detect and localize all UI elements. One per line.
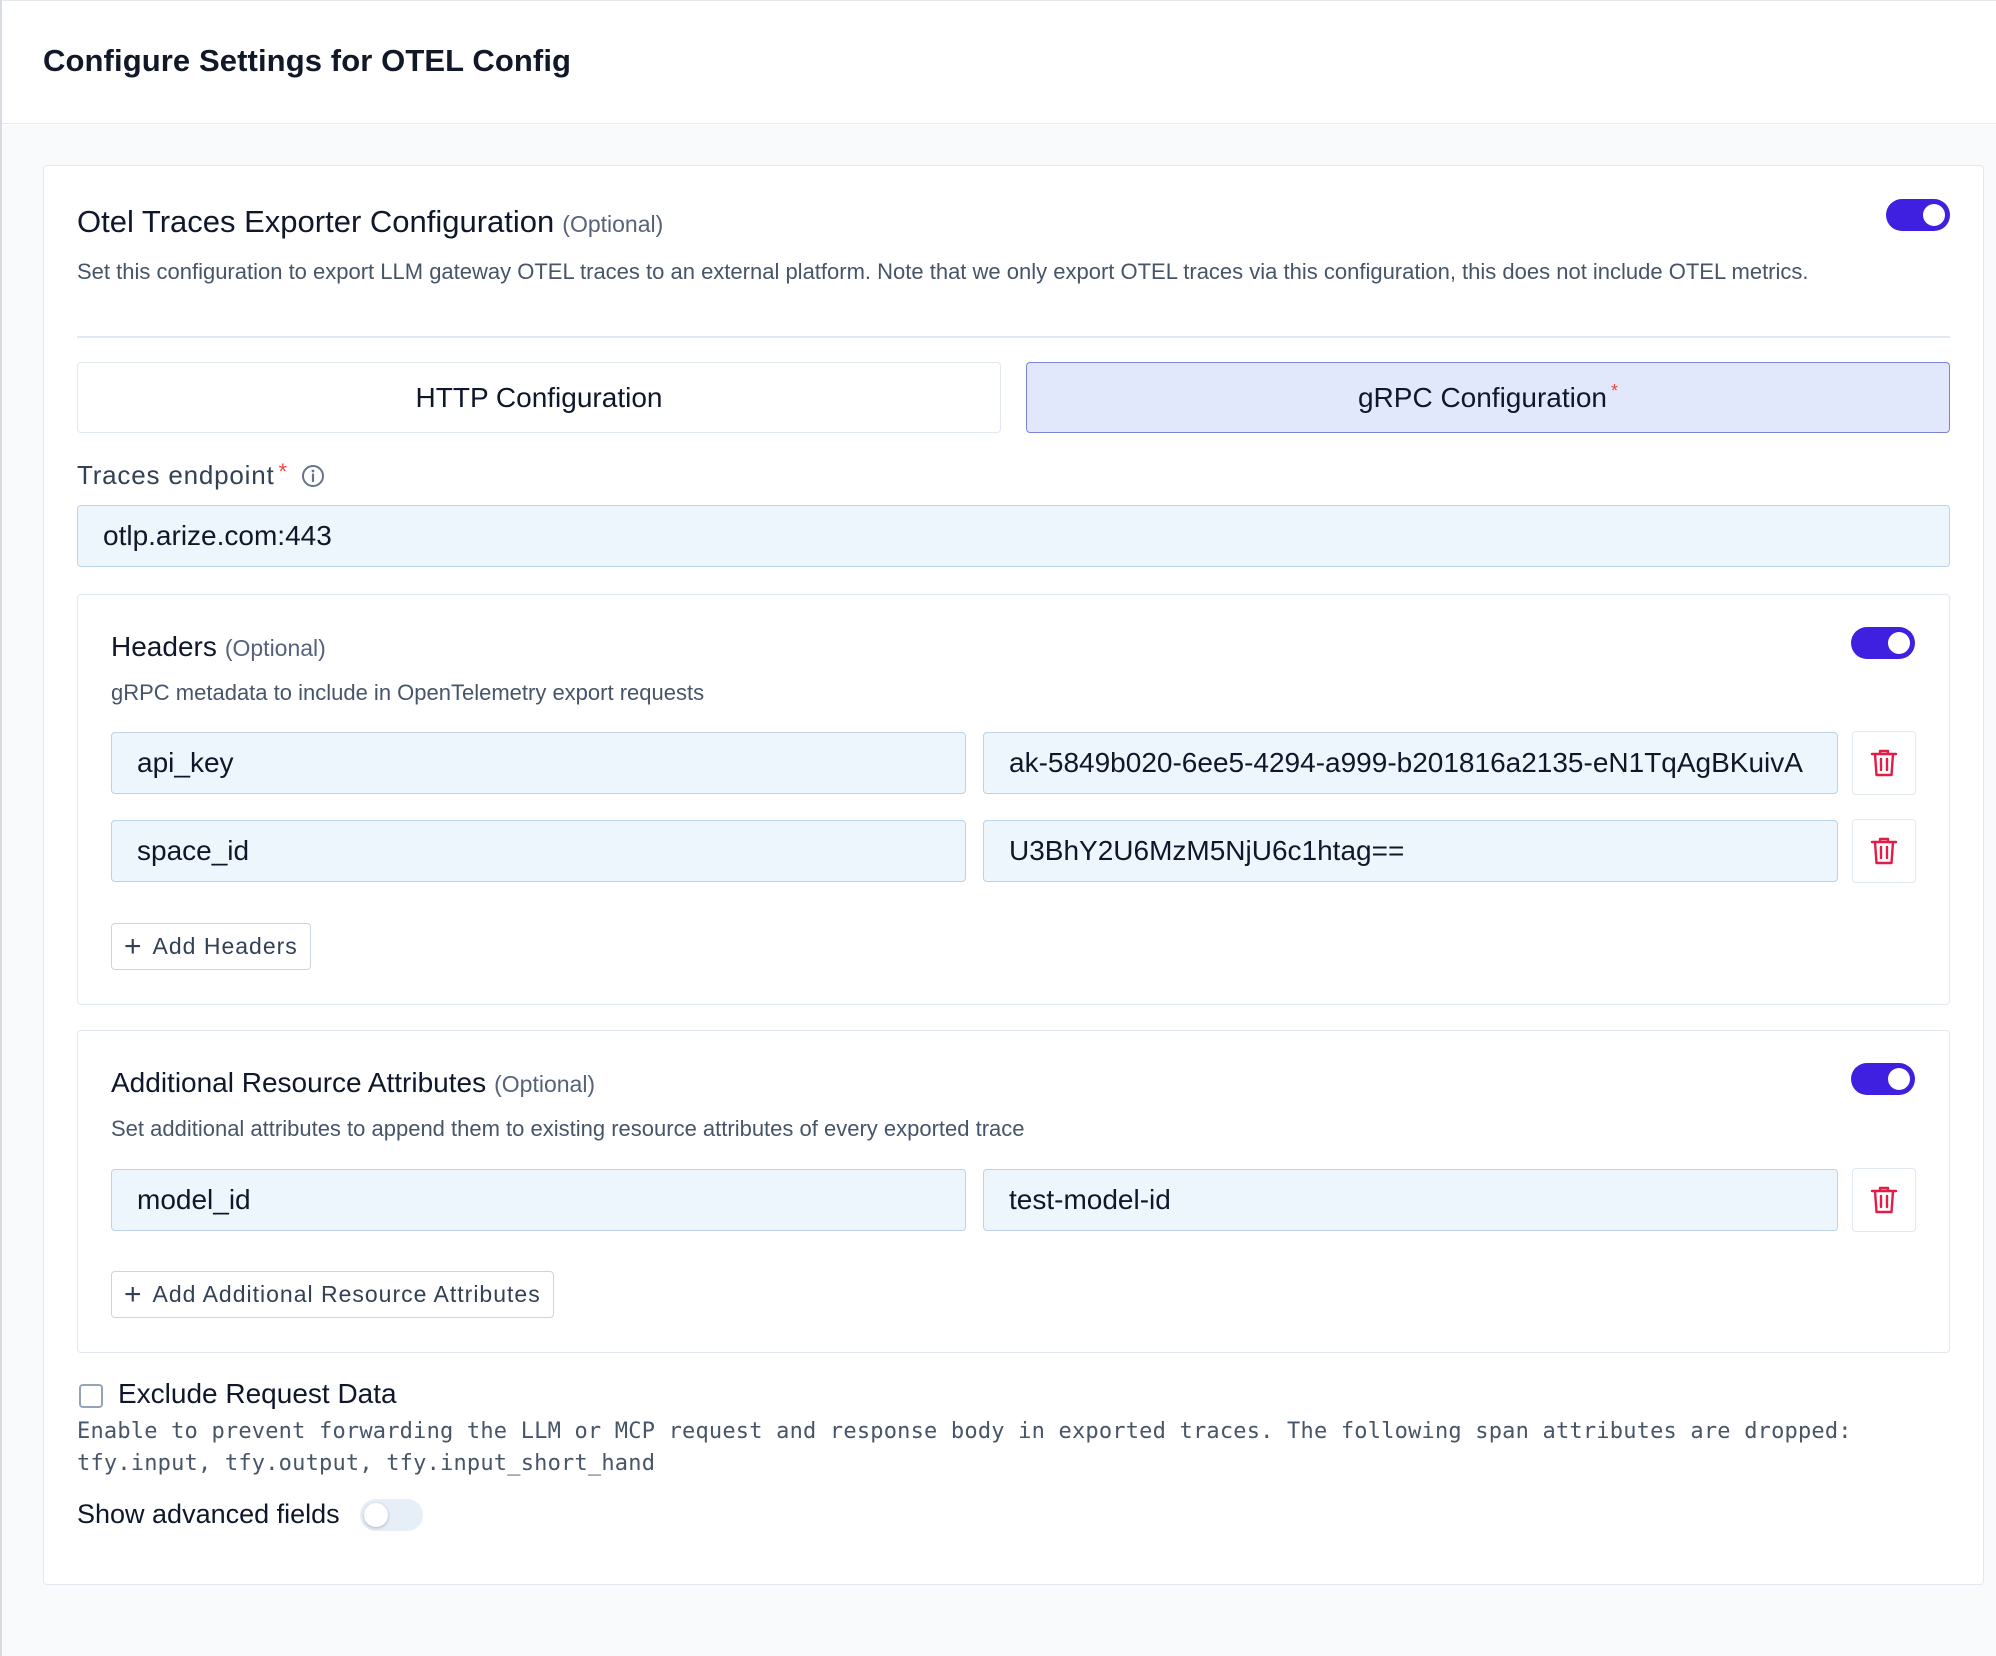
traces-exporter-title: Otel Traces Exporter Configuration: [77, 204, 555, 239]
attribute-key-input[interactable]: [111, 1169, 966, 1231]
toggle-knob: [1923, 204, 1945, 226]
otel-config-card: [43, 165, 1984, 1585]
add-headers-label: Add Headers: [152, 933, 298, 959]
endpoint-required-mark: *: [278, 458, 288, 484]
resource-attributes-optional: (Optional): [494, 1071, 596, 1097]
traces-exporter-optional: (Optional): [562, 211, 664, 237]
plus-icon: +: [124, 929, 143, 963]
section-divider: [77, 336, 1950, 338]
header-key-input[interactable]: [111, 732, 966, 794]
traces-exporter-description: Set this configuration to export LLM gateway OTEL traces to an external platform. Note that we only export OTEL traces via this configuration, this does not include OTEL metrics.: [77, 259, 1809, 284]
exclude-request-data-label: Exclude Request Data: [118, 1378, 397, 1409]
header-value-input[interactable]: [983, 732, 1838, 794]
headers-toggle[interactable]: [1851, 627, 1915, 659]
info-icon[interactable]: [301, 464, 325, 488]
tab-http-configuration[interactable]: [77, 362, 1001, 433]
traces-exporter-heading: [77, 204, 663, 240]
header-key-field[interactable]: [137, 747, 965, 779]
page-title: Configure Settings for OTEL Config: [43, 43, 572, 78]
delete-attribute-button[interactable]: [1852, 1168, 1916, 1232]
toggle-knob: [1888, 1068, 1910, 1090]
exclude-request-data-description: Enable to prevent forwarding the LLM or MCP request and response body in exported traces. The following span attributes are dropped: tfy.input, tfy.output, tfy.input_short_hand: [77, 1419, 1852, 1476]
attribute-value-input[interactable]: [983, 1169, 1838, 1231]
resource-attributes-heading: [111, 1067, 595, 1099]
resource-attributes-toggle[interactable]: [1851, 1063, 1915, 1095]
show-advanced-fields-label: Show advanced fields: [77, 1499, 340, 1529]
add-headers-button[interactable]: [111, 923, 311, 970]
attribute-key-field[interactable]: [137, 1184, 965, 1216]
headers-title: Headers: [111, 631, 217, 662]
endpoint-label-row: [77, 460, 325, 491]
trash-icon: [1870, 836, 1898, 866]
header-key-field[interactable]: [137, 835, 965, 867]
trash-icon: [1870, 1185, 1898, 1215]
resource-attributes-card: [77, 1030, 1950, 1353]
headers-description: gRPC metadata to include in OpenTelemetry export requests: [111, 680, 705, 705]
header-value-input[interactable]: [983, 820, 1838, 882]
resource-attributes-description: Set additional attributes to append them to existing resource attributes of every exported trace: [111, 1116, 1025, 1141]
exclude-request-data-checkbox[interactable]: [79, 1384, 103, 1408]
traces-exporter-toggle[interactable]: [1886, 199, 1950, 231]
toggle-knob: [364, 1503, 388, 1527]
add-resource-attributes-button[interactable]: [111, 1271, 554, 1318]
plus-icon: +: [124, 1277, 143, 1311]
traces-endpoint-field[interactable]: [103, 520, 1949, 552]
toggle-knob: [1888, 632, 1910, 654]
resource-attributes-title: Additional Resource Attributes: [111, 1067, 487, 1098]
delete-header-button[interactable]: [1852, 731, 1916, 795]
header-key-input[interactable]: [111, 820, 966, 882]
headers-optional: (Optional): [224, 635, 326, 661]
show-advanced-fields-toggle[interactable]: [360, 1499, 423, 1531]
add-resource-attributes-label: Add Additional Resource Attributes: [152, 1281, 541, 1307]
header-value-field[interactable]: [1009, 747, 1837, 779]
page-header: [2, 1, 1996, 124]
traces-endpoint-input[interactable]: [77, 505, 1950, 567]
headers-card: [77, 594, 1950, 1005]
tab-http-label: HTTP Configuration: [415, 381, 663, 413]
trash-icon: [1870, 748, 1898, 778]
delete-header-button[interactable]: [1852, 819, 1916, 883]
tab-grpc-configuration[interactable]: [1026, 362, 1950, 433]
tab-grpc-required-mark: *: [1611, 381, 1619, 401]
header-value-field[interactable]: [1009, 835, 1837, 867]
endpoint-label: Traces endpoint: [77, 460, 275, 490]
headers-heading: [111, 631, 326, 663]
tab-grpc-label: gRPC Configuration: [1357, 381, 1607, 413]
attribute-value-field[interactable]: [1009, 1184, 1837, 1216]
